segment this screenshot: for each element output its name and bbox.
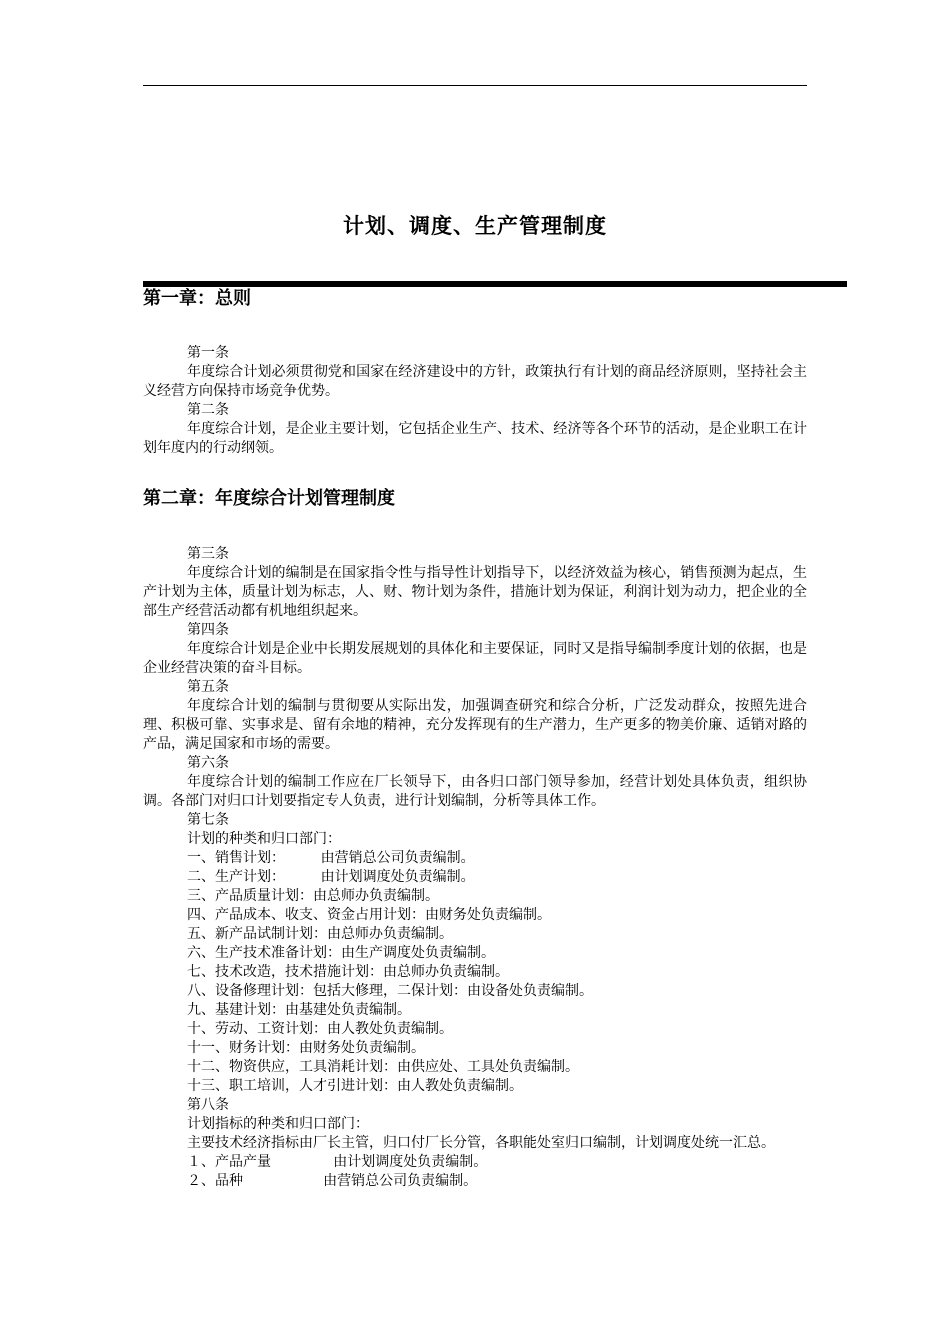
indicator-list-item: ２、品种 由营销总公司负责编制。	[187, 1173, 478, 1189]
article-3-text: 年度综合计划的编制是在国家指令性与指导性计划指导下，以经济效益为核心，销售预测为起点，生产计划为主体，质量计划为标志，人、财、物计划为条件，措施计划为保证，利润计划为动力，把企业的全部生产经营活动都有机地组织起来。	[143, 565, 807, 619]
article-5-text: 年度综合计划的编制与贯彻要从实际出发，加强调查研究和综合分析，广泛发动群众，按照先进合理、积极可靠、实事求是、留有余地的精神，充分发挥现有的生产潜力，生产更多的物美价廉、适销对路的产品，满足国家和市场的需要。	[143, 698, 807, 752]
plan-list-item: 十一、财务计划：由财务处负责编制。	[187, 1040, 425, 1056]
article-1-label: 第一条	[187, 345, 229, 361]
article-5-label: 第五条	[187, 679, 229, 695]
article-3-label: 第三条	[187, 546, 229, 562]
article-7-label: 第七条	[187, 812, 229, 828]
article-8-text: 主要技术经济指标由厂长主管，归口付厂长分管，各职能处室归口编制，计划调度处统一汇总。	[187, 1135, 775, 1151]
plan-list-item: 十三、职工培训，人才引进计划：由人教处负责编制。	[187, 1078, 523, 1094]
article-2-label: 第二条	[187, 402, 229, 418]
plan-list-item: 十二、物资供应，工具消耗计划：由供应处、工具处负责编制。	[187, 1059, 579, 1075]
article-4-label: 第四条	[187, 622, 229, 638]
chapter-1-heading: 第一章：总则	[143, 288, 251, 309]
plan-list-item: 八、设备修理计划：包括大修理，二保计划：由设备处负责编制。	[187, 983, 593, 999]
article-4-text: 年度综合计划是企业中长期发展规划的具体化和主要保证，同时又是指导编制季度计划的依据，也是企业经营决策的奋斗目标。	[143, 641, 807, 676]
article-1-text: 年度综合计划必须贯彻党和国家在经济建设中的方针，政策执行有计划的商品经济原则，坚持社会主义经营方向保持市场竞争优势。	[143, 364, 807, 399]
plan-list-item: 三、产品质量计划：由总师办负责编制。	[187, 888, 439, 904]
chapter-2-body	[143, 545, 807, 1191]
article-7-text: 计划的种类和归口部门：	[187, 831, 341, 847]
plan-list-item: 二、生产计划： 由计划调度处负责编制。	[187, 869, 475, 885]
chapter-2-heading: 第二章：年度综合计划管理制度	[143, 488, 395, 509]
article-8-subtitle: 计划指标的种类和归口部门：	[187, 1116, 369, 1132]
indicator-list-item: １、产品产量 由计划调度处负责编制。	[187, 1154, 488, 1170]
plan-list-item: 五、新产品试制计划：由总师办负责编制。	[187, 926, 453, 942]
plan-list-item: 七、技术改造，技术措施计划：由总师办负责编制。	[187, 964, 509, 980]
document-title: 计划、调度、生产管理制度	[343, 214, 607, 238]
chapter-1-body	[143, 344, 807, 458]
plan-list-item: 四、产品成本、收支、资金占用计划：由财务处负责编制。	[187, 907, 551, 923]
plan-list-item: 十、劳动、工资计划：由人教处负责编制。	[187, 1021, 453, 1037]
plan-list-item: 九、基建计划：由基建处负责编制。	[187, 1002, 411, 1018]
article-8-label: 第八条	[187, 1097, 229, 1113]
article-6-text: 年度综合计划的编制工作应在厂长领导下，由各归口部门领导参加，经营计划处具体负责，组织协调。各部门对归口计划要指定专人负责，进行计划编制，分析等具体工作。	[143, 774, 807, 809]
header-rule	[143, 85, 807, 86]
article-6-label: 第六条	[187, 755, 229, 771]
plan-list-item: 六、生产技术准备计划：由生产调度处负责编制。	[187, 945, 495, 961]
plan-list-item: 一、销售计划： 由营销总公司负责编制。	[187, 850, 475, 866]
article-2-text: 年度综合计划，是企业主要计划，它包括企业生产、技术、经济等各个环节的活动，是企业职工在计划年度内的行动纲领。	[143, 421, 807, 456]
